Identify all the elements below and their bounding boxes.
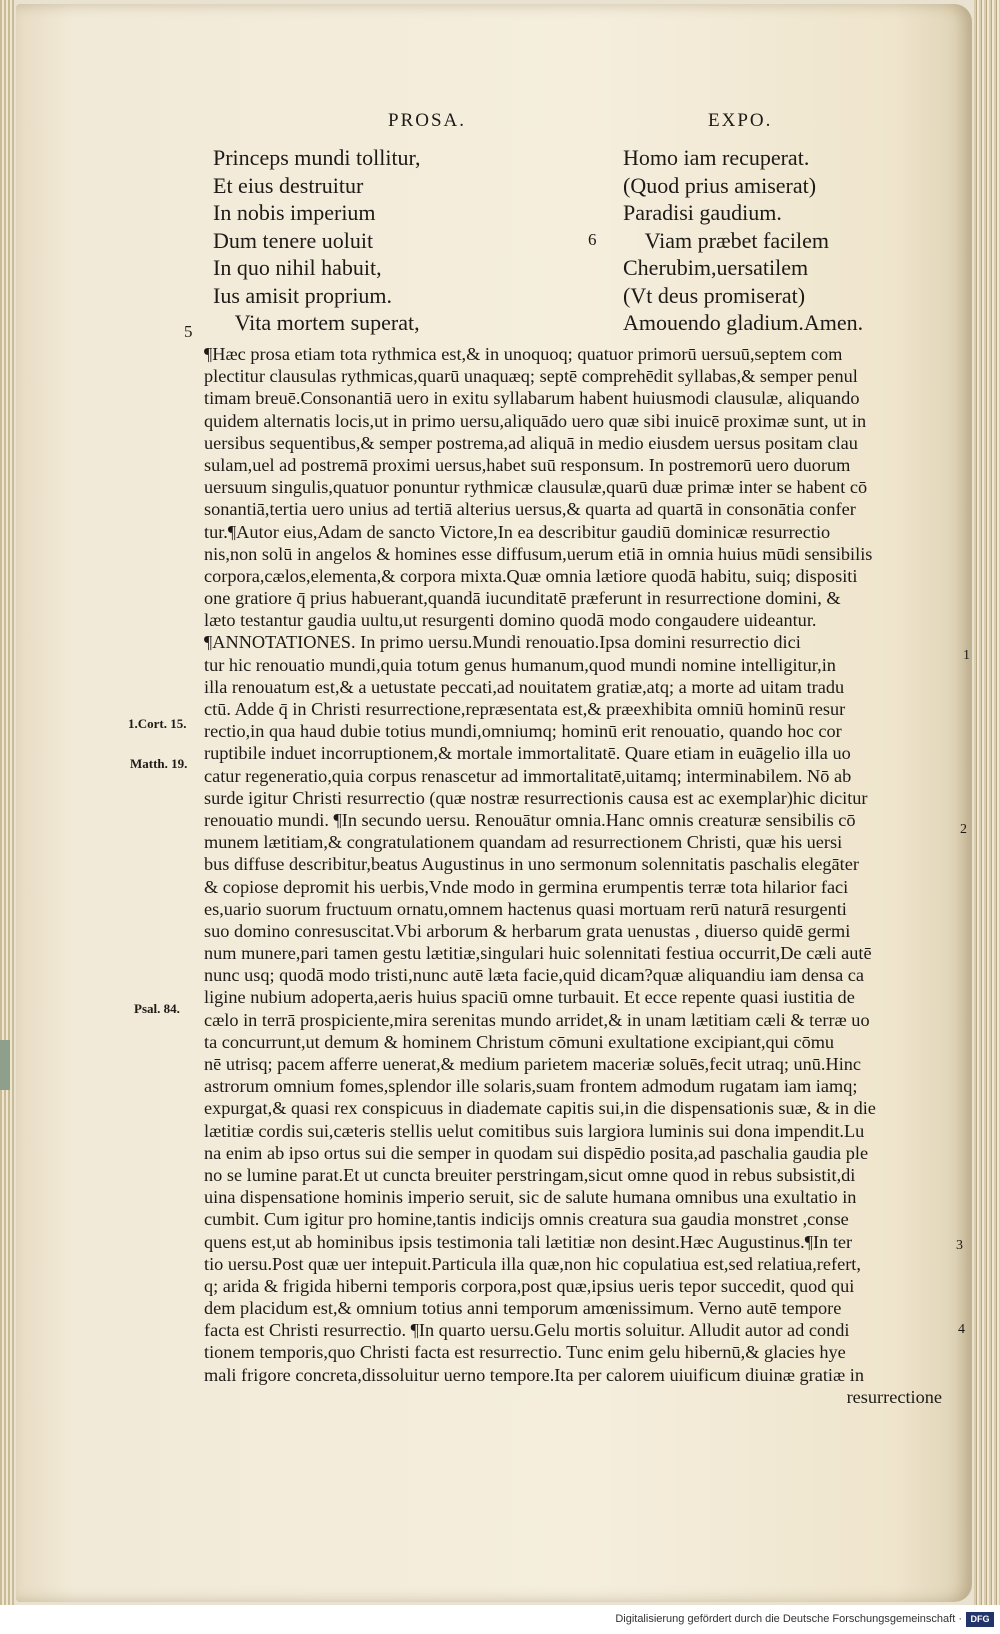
text-line: ¶Hæc prosa etiam tota rythmica est,& in unoquoq; quatuor primorū uersuū,septem com — [204, 344, 843, 364]
text-line: corpora,cælos,elementa,& corpora mixta.Quæ omnia lætiore quodā habitu, suiq; dispositi — [204, 565, 858, 586]
verse-line: Princeps mundi tollitur, — [213, 145, 421, 170]
text-line: quens est,ut ab hominibus ipsis testimonia tali lætitiæ non desint.Hæc Augustinus.¶In ter — [204, 1231, 853, 1252]
text-line: uersibus sequentibus,& semper postrema,ad aliquā in medio eiusdem uersus positam clau — [204, 432, 858, 453]
text-line: læto testantur gaudia uultu,ut resurgenti domino quodā modo congaudere uideantur. — [204, 610, 817, 631]
text-line: ruptibile induet incorruptionem,& mortale immortalitatē. Quare etiam in euāgelio illa uo — [204, 743, 851, 764]
text-line: ¶ANNOTATIONES. In primo uersu.Mundi renouatio.Ipsa domini resurrectio dici — [204, 632, 801, 653]
margin-citation-psalm: Psal. 84. — [134, 1001, 180, 1016]
verse-column-left — [213, 144, 421, 337]
catchword: resurrectione — [846, 1386, 942, 1407]
text-line: plectitur clausulas rythmicas,quarū unaquæq; septē comprehēdit syllabas,& semper penul — [204, 366, 858, 387]
verse-number-six: 6 — [588, 230, 597, 249]
text-line: facta est Christi resurrectio. ¶In quarto uersu.Gelu mortis soluitur. Alludit autor ad condi — [204, 1320, 850, 1341]
verse-line: Homo iam recuperat. — [623, 145, 810, 170]
verse-line: (Quod prius amiserat) — [623, 172, 817, 198]
text-line: tio uersu.Post quæ uer intepuit.Particula illa quæ,non hic copulatiua est,sed relatiua,refert, — [204, 1253, 861, 1274]
text-line: no se lumine parat.Et ut cuncta breuiter perstringam,sicut omne quod in rebus subsistit,di — [204, 1164, 856, 1185]
text-line: lætitiæ cordis sui,cæteris stellis uelut comitibus suis largiora luminis sui dona impendit.Lu — [204, 1120, 865, 1141]
text-line: expurgat,& quasi rex conspicuus in diademate capitis sui,in die dispensationis suæ, & in die — [204, 1098, 876, 1119]
verse-column-right — [623, 144, 863, 337]
text-line: bus diffuse describitur,beatus Augustinus in uno sermonum solennitatis paschalis elegāter — [204, 854, 859, 875]
text-line: ctū. Adde q̄ in Christi resurrectione,repræsentata est,& præexhibita omniū hominū resur — [204, 699, 846, 719]
dfg-logo: DFG — [966, 1612, 994, 1627]
text-line: sonantiā,tertia uero unius ad tertiā alterius uersus,& quarta ad quartā in consonātia confer — [204, 499, 856, 520]
text-line: mali frigore concreta,dissoluitur uerno tempore.Ita per calorem uiuificum diuinæ gratiæ in — [204, 1364, 864, 1385]
text-line: uersuum singulis,quatuor ponuntur rythmicæ clausulæ,quarū duæ primæ inter se habent cō — [204, 477, 868, 498]
margin-number-4: 4 — [958, 1322, 965, 1337]
footer-bar — [0, 1608, 1000, 1634]
verse-line: In quo nihil habuit, — [213, 255, 382, 280]
text-line: catur regeneratio,quia corpus renascetur ad immortalitatē,uitamq; interminabilem. Nō ab — [204, 765, 852, 786]
text-line: suo domino conresuscitat.Vbi arborum & herbarum grata uenustas , diuerso quidē germi — [204, 920, 851, 941]
verse-line: Amouendo gladium.Amen. — [623, 310, 864, 335]
commentary-text — [204, 343, 946, 1408]
verse-number-five: 5 — [184, 322, 193, 341]
text-line: & copiose depromit his uerbis,Vnde modo in germina erumpentis terræ tota hilarior faci — [204, 876, 849, 897]
verse-line: Paradisi gaudium. — [623, 200, 782, 225]
text-line: uina dispensatione hominis imperio seruit, sic de salute humana omnibus una exultatio in — [204, 1187, 857, 1208]
verse-line: Ius amisit proprium. — [213, 282, 393, 308]
text-line: tionem temporis,quo Christi facta est resurrectio. Tunc enim gelu hibernū,& glacies hye — [204, 1342, 846, 1363]
text-line: astrorum omnium fomes,splendor ille solaris,suam frontem admodum rugatam iam iamq; — [204, 1076, 858, 1097]
text-line: illa renouatum est,& a uetustate peccati,ad nouitatem gratiæ,atq; a morte ad uitam tradu — [204, 676, 845, 697]
text-line: nis,non solū in angelos & homines esse diffusum,uerum etiā in omnia huius mūdi sensibilis — [204, 543, 873, 564]
text-line: cumbit. Cum igitur pro homine,tantis indicijs omnis creatura sua gaudia monstret ,conse — [204, 1209, 849, 1230]
margin-number-1: 1 — [963, 648, 970, 663]
text-line: one gratiore q̄ prius habuerant,quandā iucunditatē præferunt in resurrectione domini, & — [204, 588, 841, 609]
text-line: surde igitur Christi resurrectio (quæ nostræ resurrectionis causa est ac exemplar)hic dicitur — [204, 787, 868, 808]
funding-credit: Digitalisierung gefördert durch die Deutsche Forschungsgemeinschaft · — [615, 1613, 962, 1625]
text-line: tur.¶Autor eius,Adam de sancto Victore,In ea describitur gaudiū dominicæ resurrectio — [204, 521, 831, 542]
text-line: sulam,uel ad postremā proximi uersus,habet suū responsum. In postremorū uero duorum — [204, 454, 851, 475]
running-header-right: EXPO. — [708, 110, 773, 131]
verse-line: (Vt deus promiserat) — [623, 282, 806, 308]
margin-citation-matthew: Matth. 19. — [130, 756, 188, 771]
text-line: nē utrisq; pacem afferre uenerat,& medium parietem maceriæ soluēs,fecit utraq; unū.Hinc — [204, 1054, 862, 1074]
text-line: es,uario suorum fructuum ornatu,omnem hactenus quasi mortuam rerū naturā resurgenti — [204, 898, 847, 919]
verse-line: Cherubim,uersatilem — [623, 255, 809, 280]
text-line: timam breuē.Consonantiā uero in exitu syllabarum habent huiusmodi clausulæ, aliquando — [204, 388, 860, 409]
text-line: nunc usq; quodā modo tristi,nunc autē læta facie,quid dicam?quæ aliquandiu iam densa ca — [204, 965, 864, 986]
text-line: cælo in terrā prospiciente,mira serenitas mundo arridet,& in unam lætitiam cæli & terræ uo — [204, 1009, 870, 1030]
verse-line: In nobis imperium — [213, 200, 376, 225]
text-line: ta concurrunt,ut demum & hominem Christum cōmuni exultatione excipiant,qui cōmu — [204, 1031, 835, 1052]
margin-citation-corinthians: 1.Cort. 15. — [128, 716, 187, 731]
text-line: munem lætitiam,& congratulationem quandam ad resurrectionem Christi, quæ his uersi — [204, 832, 843, 853]
text-line: q; arida & frigida hiberni temporis corpora,post quæ,ipsius ueris tepor succedit, quod qui — [204, 1275, 855, 1296]
verse-line: Viam præbet facilem — [623, 227, 829, 253]
text-line: quidem alternatis locis,ut in primo uersu,aliquādo uero quæ sibi inuicē proximæ sunt, ut in — [204, 410, 867, 431]
verse-line: Et eius destruitur — [213, 172, 364, 198]
verse-line: Dum tenere uoluit — [213, 227, 374, 253]
text-line: ligine nubium adoperta,aeris huius spaciū omne turbauit. Et ecce repente quasi iustitia de — [204, 987, 855, 1008]
text-line: dem placidum est,& omnium totius anni temporum amœnissimum. Verno autē tempore — [204, 1298, 842, 1319]
text-line: rectio,in qua haud dubie totius mundi,omniumq; hominū erit renouatio, quando hoc cor — [204, 721, 842, 742]
text-line: num munere,pari tamen gestu lætitiæ,singulari huic solennitati festiua occurrit,De cæli autē — [204, 943, 872, 964]
text-line: renouatio mundi. ¶In secundo uersu. Renouātur omnia.Hanc omnis creaturæ sensibilis cō — [204, 809, 856, 830]
text-line: na enim ab ipso ortus sui die semper in quodam sui dispēdio posita,ad paschalia gaudia ple — [204, 1142, 869, 1163]
running-header-left: PROSA. — [388, 110, 466, 131]
text-line: tur hic renouatio mundi,quia totum genus humanum,quod mundi nomine intelligitur,in — [204, 654, 836, 675]
margin-number-3: 3 — [956, 1238, 963, 1253]
margin-number-2: 2 — [960, 822, 967, 837]
verse-line: Vita mortem superat, — [213, 310, 420, 335]
